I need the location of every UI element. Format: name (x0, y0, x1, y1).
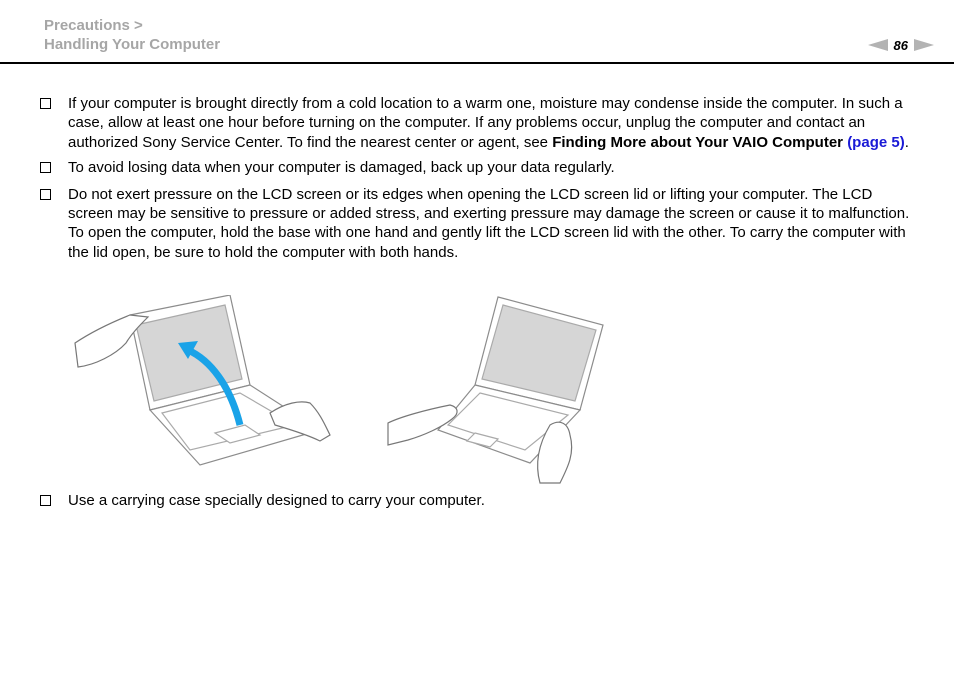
laptop-carrying-image (438, 297, 603, 463)
breadcrumb-page: Handling Your Computer (44, 36, 221, 53)
list-item-text: Use a carrying case specially designed to carry your computer. (68, 492, 485, 509)
breadcrumb-section[interactable]: Precautions > (44, 17, 143, 34)
checkbox-bullet-icon (40, 495, 51, 506)
page-navigation (868, 37, 934, 53)
header-divider (0, 62, 954, 64)
bullet-marker (40, 491, 68, 511)
page-number: 86 (893, 37, 908, 53)
precautions-list (40, 94, 915, 262)
page-link[interactable]: (page 5) (847, 133, 905, 151)
bullet-marker (40, 185, 68, 263)
bullet-marker (40, 94, 68, 152)
next-page-arrow-icon[interactable] (914, 39, 934, 51)
item-text-end: . (904, 133, 909, 151)
bullet-marker (40, 158, 68, 178)
list-item (40, 491, 915, 511)
laptop-handling-illustration (70, 295, 610, 485)
breadcrumb (44, 16, 220, 54)
list-item (40, 185, 915, 263)
list-item-text: Do not exert pressure on the LCD screen or its edges when opening the LCD screen lid or lifting your computer. The LCD screen may be sensitive to pressure or added stress, and exerting pressure may damage the screen or cause it to malfunction. To open the computer, hold the base with one hand and gently lift the LCD screen lid with the other. To carry the computer with the lid open, be sure to hold the computer with both hands. (68, 185, 910, 261)
checkbox-bullet-icon (40, 162, 51, 173)
item-text-part: If your computer is brought directly from a cold location to a warm one, moisture may condense inside the computer. In such a case, allow at least one hour before turning on the computer. If any problems occur, unplug the computer and contact an authorized Sony Service Center. To find the nearest center or agent, see (68, 95, 903, 151)
checkbox-bullet-icon (40, 189, 51, 200)
prev-page-arrow-icon[interactable] (868, 39, 888, 51)
list-item-text: To avoid losing data when your computer is damaged, back up your data regularly. (68, 159, 615, 177)
list-item-text (68, 94, 915, 152)
list-item (40, 158, 915, 178)
cross-reference-title: Finding More about Your VAIO Computer (552, 133, 844, 151)
list-item (40, 94, 915, 152)
checkbox-bullet-icon (40, 98, 51, 109)
